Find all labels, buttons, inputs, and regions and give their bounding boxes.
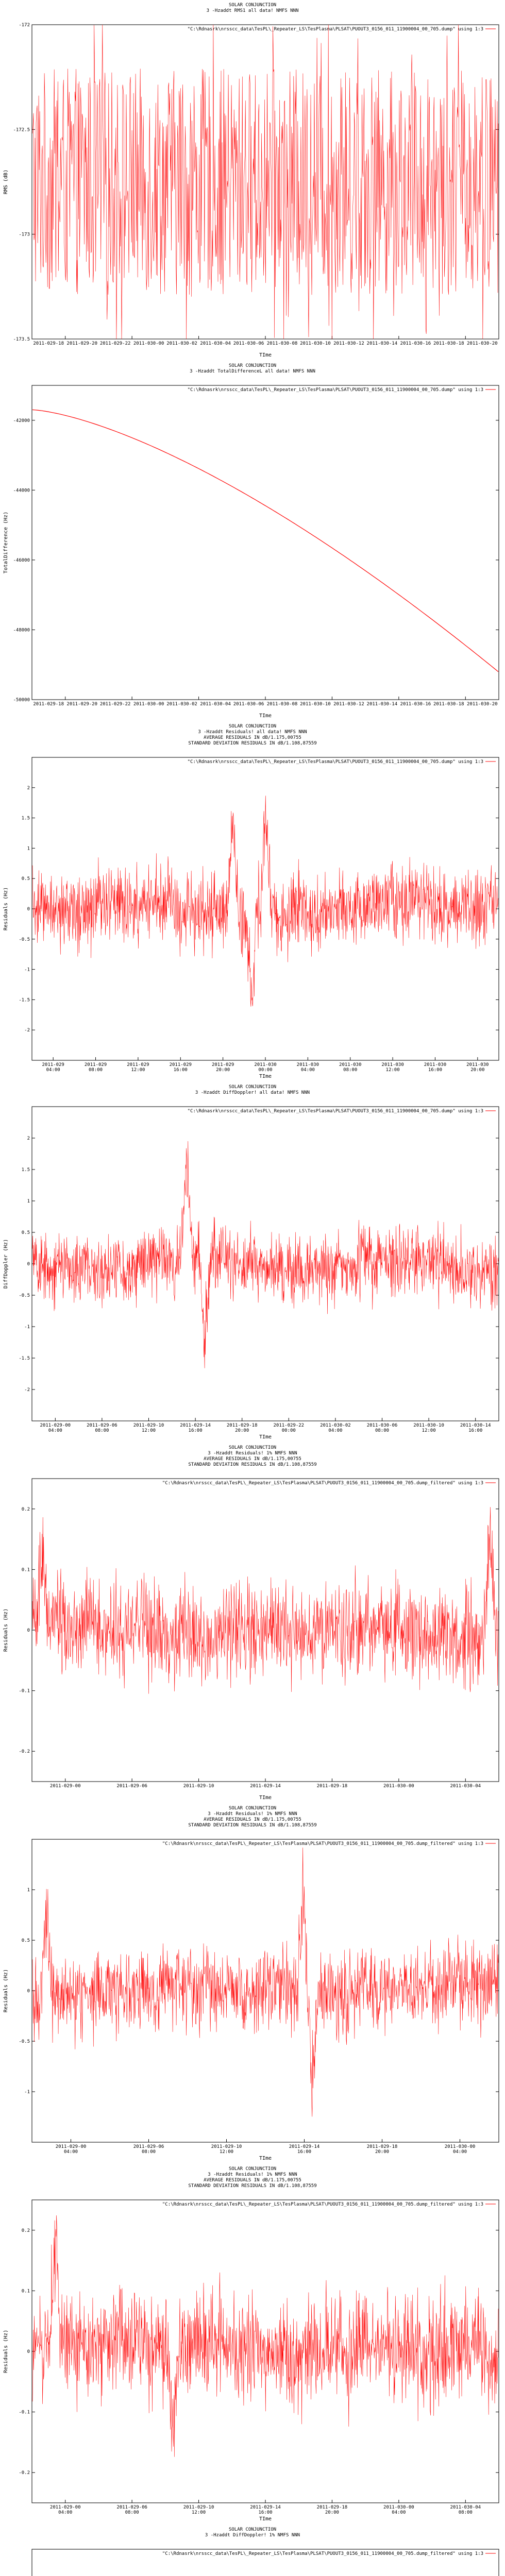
x-tick-label: 2011-029 [169,1062,192,1067]
y-tick-label: -0.2 [19,1749,30,1755]
x-tick-label: 2011-029-00 [49,1784,81,1789]
x-tick-label: 2011-029-06 [87,1423,117,1428]
y-tick-label: -0.5 [19,2039,30,2044]
x-tick-label: 2011-029-18 [226,1423,258,1428]
x-axis-label: TIme [259,1795,272,1801]
y-tick-label: -2 [24,1387,30,1393]
chart-svg-5 [0,1443,505,1803]
chart-svg-8 [0,2524,505,2576]
series-line [32,796,498,1007]
y-tick-label: 0.5 [21,1230,30,1235]
chart-svg-6 [0,1803,505,2164]
x-tick-label: 04:00 [300,1067,315,1073]
chart-title-line: 3 -Hzaddt RMS1 all data! NMFS NNN [206,8,299,13]
y-tick-label: -1 [24,967,30,973]
x-tick-label: 16:00 [297,2149,312,2155]
y-tick-label: 0 [27,2349,30,2354]
y-tick-label: 0.1 [21,2289,30,2294]
chart-title-line: SOLAR CONJUNCTION [228,363,277,368]
x-tick-label: 2011-029-18 [316,1784,348,1789]
x-tick-label: 2011-029-18 2011-029-20 [33,341,98,346]
x-tick-label: 04:00 [48,1428,62,1433]
x-tick-label: 2011-030 [381,1062,404,1067]
x-tick-label: 2011-029 [84,1062,107,1067]
x-tick-label: 20:00 [216,1067,230,1073]
chart-panel-5 [0,1443,505,1803]
legend-label: "C:\Rdnasrk\nrsscc_data\TesPL\_Repeater_LS\TesPlasma\PLSAT\PUOUT3_0156_011_11900004_00_705.dump" using 1:3 [187,1109,483,1114]
x-tick-label: 2011-029-14 [289,2144,320,2149]
x-tick-label: 04:00 [392,2510,406,2515]
y-tick-label: 1.5 [21,816,30,821]
y-axis-label: RMS (dB) [3,169,9,195]
x-tick-label: 04:00 [58,2510,73,2515]
x-tick-label: 2011-030 [254,1062,277,1067]
x-tick-label: 2011-029-18 [366,2144,398,2149]
chart-svg-3 [0,721,505,1082]
x-tick-label: 12:00 [192,2510,206,2515]
x-axis-label: TIme [259,1074,272,1079]
x-tick-label: 04:00 [452,2149,467,2155]
x-tick-label: 2011-029-14 [250,1784,281,1789]
x-tick-label: 20:00 [325,2510,339,2515]
chart-title-line: 3 -Hzaddt DiffDoppler! all data! NMFS NNN [195,1090,310,1095]
x-tick-label: 08:00 [95,1428,109,1433]
x-axis-label: TIme [259,2516,272,2522]
y-tick-label: -46000 [13,557,30,563]
legend-label: "C:\Rdnasrk\nrsscc_data\TesPL\_Repeater_LS\TesPlasma\PLSAT\PUOUT3_0156_011_11900004_00_705.dump" using 1:3 [187,759,483,765]
y-tick-label: -1.5 [19,1356,30,1361]
chart-title-line: SOLAR CONJUNCTION [228,724,277,729]
chart-title-line: AVERAGE RESIDUALS IN dB/1.175,00755 [204,1456,301,1462]
series-line [32,410,498,671]
chart-title-line: SOLAR CONJUNCTION [228,2166,277,2172]
y-tick-label: -1.5 [19,997,30,1003]
y-tick-label: 0.1 [21,1567,30,1573]
x-tick-label: 16:00 [188,1428,203,1433]
y-tick-label: 0 [27,1262,30,1267]
x-tick-label: 2011-029-10 [183,2505,214,2510]
x-tick-label: 2011-029-06 [116,1784,147,1789]
x-tick-label: 00:00 [258,1067,273,1073]
x-tick-label: 2011-030 [296,1062,319,1067]
chart-title-line: AVERAGE RESIDUALS IN dB/1.175,00755 [204,1817,301,1822]
x-tick-label: 2011-029-22 2011-030-00 [99,341,164,346]
chart-title-line: STANDARD DEVIATION RESIDUALS IN dB/1.108,87559 [188,1823,317,1828]
chart-panel-4 [0,1082,505,1443]
x-tick-label: 2011-029 [127,1062,149,1067]
x-tick-label: 2011-030-00 [383,1784,414,1789]
x-axis-label: TIme [259,2156,272,2161]
x-tick-label: 2011-029 [211,1062,234,1067]
legend-label: "C:\Rdnasrk\nrsscc_data\TesPL\_Repeater_LS\TesPlasma\PLSAT\PUOUT3_0156_011_11900004_00_705.dump" using 1:3 [187,27,483,32]
x-tick-label: 08:00 [125,2510,139,2515]
x-tick-label: 04:00 [63,2149,78,2155]
y-tick-label: 2 [27,1136,30,1141]
x-tick-label: 2011-029-14 [180,1423,211,1428]
chart-title-line: STANDARD DEVIATION RESIDUALS IN dB/1.108,87559 [188,1462,317,1467]
x-tick-label: 16:00 [173,1067,188,1073]
chart-svg-4 [0,1082,505,1443]
chart-panel-6 [0,1803,505,2164]
y-axis-label: Residuals (Hz) [3,887,9,931]
x-tick-label: 2011-030-02 2011-030-04 [166,341,231,346]
y-tick-label: -173.5 [13,337,30,342]
chart-title-line: SOLAR CONJUNCTION [228,1806,277,1811]
chart-title-line: SOLAR CONJUNCTION [228,1445,277,1450]
legend-label: "C:\Rdnasrk\nrsscc_data\TesPL\_Repeater_LS\TesPlasma\PLSAT\PUOUT3_0156_011_11900004_00_705.dump_filtered" using 1:3 [162,2202,483,2207]
y-tick-label: 0 [27,1628,30,1633]
x-tick-label: 16:00 [428,1067,443,1073]
y-tick-label: 1 [27,1199,30,1204]
chart-title-line: AVERAGE RESIDUALS IN dB/1.175,00755 [204,735,301,740]
x-tick-label: 2011-030-00 [383,2505,414,2510]
x-tick-label: 2011-029-22 2011-030-00 [99,702,164,707]
y-tick-label: 0.2 [21,1506,30,1512]
x-tick-label: 2011-030-18 2011-030-20 [433,702,498,707]
x-tick-label: 00:00 [281,1428,296,1433]
series-line [32,2215,498,2457]
y-tick-label: 1 [27,1888,30,1893]
y-tick-label: 0.2 [21,2228,30,2233]
y-tick-label: -0.1 [19,2410,30,2415]
chart-title-line: SOLAR CONJUNCTION [228,2527,277,2532]
chart-svg-7 [0,2164,505,2524]
x-tick-label: 20:00 [375,2149,390,2155]
y-tick-label: -172 [19,23,30,28]
y-axis-label: Residuals (Hz) [3,1969,9,2013]
chart-title-line: 3 -Hzaddt Residuals! 1% NMFS NNN [208,1451,297,1456]
legend-label: "C:\Rdnasrk\nrsscc_data\TesPL\_Repeater_LS\TesPlasma\PLSAT\PUOUT3_0156_011_11900004_00_705.dump" using 1:3 [187,387,483,393]
series-line [32,1141,498,1368]
legend-label: "C:\Rdnasrk\nrsscc_data\TesPL\_Repeater_LS\TesPlasma\PLSAT\PUOUT3_0156_011_11900004_00_705.dump_filtered" using 1:3 [162,2551,483,2556]
y-tick-label: 0.5 [21,1938,30,1943]
x-tick-label: 2011-029 [42,1062,64,1067]
x-tick-label: 2011-029-18 [316,2505,348,2510]
x-tick-label: 2011-030-14 2011-030-16 [366,341,431,346]
y-tick-label: -0.2 [19,2470,30,2476]
x-tick-label: 08:00 [141,2149,156,2155]
x-tick-label: 2011-029-00 [49,2505,81,2510]
y-tick-label: 0 [27,1989,30,1994]
x-tick-label: 2011-030-10 2011-030-12 [300,341,364,346]
x-tick-label: 08:00 [88,1067,103,1073]
chart-panel-8 [0,2524,505,2576]
x-tick-label: 16:00 [468,1428,483,1433]
x-tick-label: 2011-030 [339,1062,362,1067]
plot-frame [32,385,499,700]
chart-title-line: 3 -Hzaddt Residuals! all data! NMFS NNN [198,730,307,735]
x-tick-label: 2011-030-00 [444,2144,476,2149]
x-tick-label: 12:00 [131,1067,145,1073]
y-tick-label: -0.1 [19,1688,30,1694]
x-tick-label: 2011-030-14 2011-030-16 [366,702,431,707]
series-line [32,25,498,339]
y-tick-label: -42000 [13,418,30,423]
y-tick-label: 1.5 [21,1167,30,1173]
chart-title-line: SOLAR CONJUNCTION [228,3,277,8]
chart-panel-2 [0,361,505,721]
y-tick-label: -44000 [13,488,30,494]
x-tick-label: 2011-030-04 [450,1784,481,1789]
series-line [32,1507,498,1694]
chart-svg-1 [0,0,505,361]
x-tick-label: 2011-029-14 [250,2505,281,2510]
legend-label: "C:\Rdnasrk\nrsscc_data\TesPL\_Repeater_LS\TesPlasma\PLSAT\PUOUT3_0156_011_11900004_00_705.dump_filtered" using 1:3 [162,1481,483,1486]
series-line [32,1848,498,2116]
y-tick-label: -1 [24,1325,30,1330]
x-tick-label: 04:00 [46,1067,60,1073]
x-tick-label: 20:00 [470,1067,485,1073]
y-tick-label: -0.5 [19,937,30,942]
x-tick-label: 2011-030-06 2011-030-08 [233,702,298,707]
y-tick-label: -50000 [13,698,30,703]
x-tick-label: 2011-030-04 [450,2505,481,2510]
chart-panel-3 [0,721,505,1082]
y-tick-label: -173 [19,232,30,238]
x-axis-label: TIme [259,1434,272,1440]
y-axis-label: DiffDoppler (Hz) [3,1239,9,1289]
chart-svg-2 [0,361,505,721]
x-tick-label: 2011-030-14 [460,1423,491,1428]
x-tick-label: 2011-029-18 2011-029-20 [33,702,98,707]
legend-label: "C:\Rdnasrk\nrsscc_data\TesPL\_Repeater_LS\TesPlasma\PLSAT\PUOUT3_0156_011_11900004_00_705.dump_filtered" using 1:3 [162,1841,483,1846]
x-tick-label: 2011-029-10 [183,1784,214,1789]
x-tick-label: 2011-030-18 2011-030-20 [433,341,498,346]
x-tick-label: 16:00 [258,2510,273,2515]
chart-title-line: STANDARD DEVIATION RESIDUALS IN dB/1.108,87559 [188,741,317,746]
y-tick-label: 0 [27,907,30,912]
y-tick-label: -2 [24,1028,30,1033]
x-tick-label: 2011-030-10 2011-030-12 [300,702,364,707]
x-tick-label: 2011-029-00 [40,1423,71,1428]
x-tick-label: 08:00 [375,1428,390,1433]
y-tick-label: -1 [24,2090,30,2095]
chart-title-line: 3 -Hzaddt Residuals! 1% NMFS NNN [208,2172,297,2177]
y-tick-label: 2 [27,785,30,791]
x-tick-label: 2011-030 [424,1062,447,1067]
x-tick-label: 12:00 [422,1428,436,1433]
chart-title-line: STANDARD DEVIATION RESIDUALS IN dB/1.108,87559 [188,2183,317,2189]
x-tick-label: 2011-029-06 [133,2144,164,2149]
x-axis-label: TIme [259,352,272,358]
x-tick-label: 2011-029-10 [211,2144,242,2149]
x-tick-label: 20:00 [235,1428,249,1433]
x-axis-label: TIme [259,713,272,719]
chart-title-line: AVERAGE RESIDUALS IN dB/1.175,00755 [204,2178,301,2183]
chart-title-line: 3 -Hzaddt TotalDifferenceL all data! NMFS NNN [190,369,315,374]
x-tick-label: 12:00 [219,2149,234,2155]
x-tick-label: 2011-030 [466,1062,489,1067]
x-tick-label: 2011-029-10 [133,1423,164,1428]
x-tick-label: 2011-030-02 [320,1423,351,1428]
y-axis-label: Residuals (Hz) [3,2329,9,2374]
x-tick-label: 12:00 [141,1428,156,1433]
y-tick-label: 1 [27,846,30,852]
x-tick-label: 2011-030-10 [413,1423,444,1428]
x-tick-label: 2011-029-00 [55,2144,87,2149]
x-tick-label: 2011-029-22 [273,1423,305,1428]
x-tick-label: 12:00 [385,1067,400,1073]
y-tick-label: -48000 [13,628,30,633]
x-tick-label: 2011-029-06 [116,2505,147,2510]
x-tick-label: 08:00 [343,1067,358,1073]
y-axis-label: TotalDifference (Hz) [3,511,9,574]
x-tick-label: 2011-030-06 2011-030-08 [233,341,298,346]
y-tick-label: 0.5 [21,876,30,882]
x-tick-label: 08:00 [458,2510,473,2515]
chart-title-line: SOLAR CONJUNCTION [228,1084,277,1090]
x-tick-label: 04:00 [328,1428,343,1433]
chart-title-line: 3 -Hzaddt Residuals! 1% NMFS NNN [208,1811,297,1817]
chart-title-line: 3 -Hzaddt DiffDoppler! 1% NMFS NNN [205,2533,300,2538]
x-tick-label: 2011-030-02 2011-030-04 [166,702,231,707]
y-axis-label: Residuals (Hz) [3,1608,9,1652]
y-tick-label: -172.5 [13,127,30,133]
chart-panel-7 [0,2164,505,2524]
y-tick-label: -0.5 [19,1293,30,1298]
x-tick-label: 2011-030-06 [366,1423,398,1428]
chart-panel-1 [0,0,505,361]
